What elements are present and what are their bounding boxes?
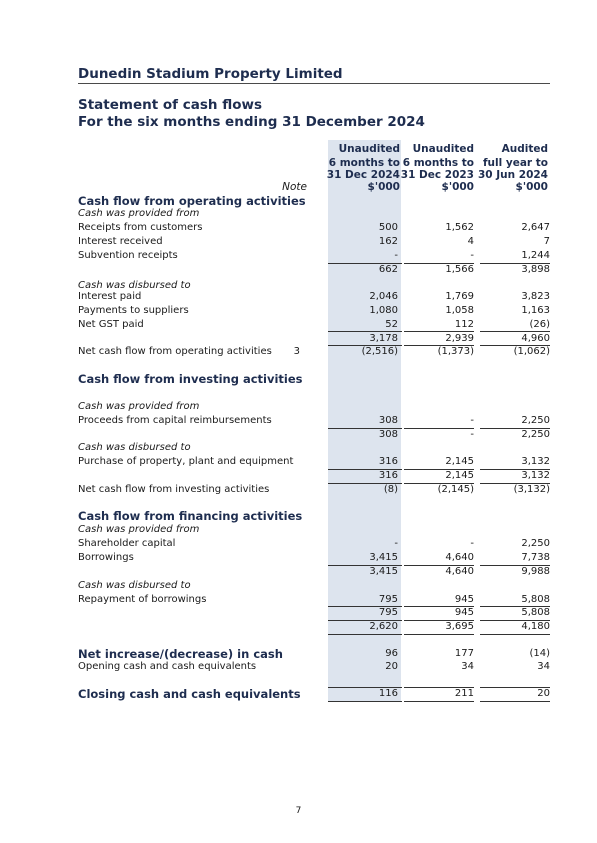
col3-line3: 30 Jun 2024 <box>477 169 548 181</box>
row-label: Net cash flow from investing activities <box>78 484 270 495</box>
row-label: Cash was disbursed to <box>78 280 191 291</box>
table-rule <box>480 606 550 607</box>
section-row <box>0 687 597 701</box>
company-name: Dunedin Stadium Property Limited <box>78 66 550 84</box>
table-rule <box>404 483 474 484</box>
table-rule <box>328 565 402 566</box>
cell-col2: 1,562 <box>445 222 474 233</box>
table-row <box>0 414 597 428</box>
cell-col1: - <box>394 538 398 549</box>
cell-col1: 500 <box>378 222 398 233</box>
table-rule <box>404 701 474 702</box>
row-label: Cash was provided from <box>78 524 200 535</box>
col3-line2: full year to <box>482 157 548 169</box>
cell-col2: (2,145) <box>437 484 474 495</box>
col3-unit: $'000 <box>515 181 548 193</box>
table-rule <box>328 263 402 264</box>
cell-col2: 945 <box>454 594 474 605</box>
cell-col1: (8) <box>383 484 398 495</box>
cell-col1: 116 <box>378 688 398 699</box>
cell-col2: 1,769 <box>445 291 474 302</box>
table-rule <box>480 565 550 566</box>
table-rule <box>480 428 550 429</box>
section-row <box>0 372 597 386</box>
section-row <box>0 509 597 523</box>
row-label: Borrowings <box>78 552 134 563</box>
cell-col1: 795 <box>378 607 398 618</box>
col3-line1: Audited <box>501 143 548 155</box>
section-row <box>0 194 597 208</box>
row-label: Net cash flow from operating activities <box>78 346 272 357</box>
table-row <box>0 455 597 469</box>
table-row <box>0 483 597 497</box>
table-rule <box>328 634 402 635</box>
table-rule <box>404 606 474 607</box>
cell-col1: 316 <box>378 456 398 467</box>
subtotal-row <box>0 620 597 634</box>
table-rule <box>404 469 474 470</box>
cell-col3: 5,808 <box>521 594 550 605</box>
table-row <box>0 207 597 221</box>
cell-col3: 7 <box>543 236 550 247</box>
cell-col3: 3,132 <box>521 470 550 481</box>
cell-col3: 20 <box>537 688 550 699</box>
row-label: Cash flow from investing activities <box>78 372 303 386</box>
cell-col3: 2,250 <box>521 538 550 549</box>
cell-col2: 211 <box>454 688 474 699</box>
col1-line2: 6 months to <box>328 157 400 169</box>
cell-col1: 795 <box>378 594 398 605</box>
table-rule <box>480 263 550 264</box>
table-row <box>0 249 597 263</box>
row-label: Closing cash and cash equivalents <box>78 687 301 701</box>
cell-col2: - <box>470 415 474 426</box>
cell-col3: 2,250 <box>521 429 550 440</box>
row-label: Cash was provided from <box>78 401 200 412</box>
table-rule <box>404 263 474 264</box>
cell-col3: 7,738 <box>521 552 550 563</box>
row-label: Cash was provided from <box>78 208 200 219</box>
cell-col3: 1,244 <box>521 250 550 261</box>
cell-col1: 162 <box>378 236 398 247</box>
table-row <box>0 235 597 249</box>
cell-col2: - <box>470 250 474 261</box>
row-label: Repayment of borrowings <box>78 594 207 605</box>
table-rule <box>404 620 474 621</box>
cell-col1: 2,620 <box>369 621 398 632</box>
table-row <box>0 400 597 414</box>
table-rule <box>404 331 474 332</box>
cell-col2: 945 <box>454 607 474 618</box>
col2-unit: $'000 <box>441 181 474 193</box>
row-label: Opening cash and cash equivalents <box>78 661 257 672</box>
row-label: Net increase/(decrease) in cash <box>78 647 283 661</box>
cell-col3: (26) <box>529 319 550 330</box>
statement-period: For the six months ending 31 December 2024 <box>78 114 425 130</box>
cell-col2: 2,939 <box>445 333 474 344</box>
subtotal-row <box>0 565 597 579</box>
cell-col1: 308 <box>378 415 398 426</box>
subtotal-row <box>0 606 597 620</box>
col2-line2: 6 months to <box>402 157 474 169</box>
cell-col1: 3,415 <box>369 566 398 577</box>
table-rule <box>328 331 402 332</box>
table-row <box>0 318 597 332</box>
subtotal-row <box>0 263 597 277</box>
table-rule <box>480 345 550 346</box>
table-rule <box>328 701 402 702</box>
cell-col3: (3,132) <box>513 484 550 495</box>
cell-col1: (2,516) <box>361 346 398 357</box>
cell-col1: 308 <box>378 429 398 440</box>
cell-col2: 1,566 <box>445 264 474 275</box>
cell-col1: 2,046 <box>369 291 398 302</box>
table-rule <box>328 345 402 346</box>
table-rule <box>328 606 402 607</box>
col2-line1: Unaudited <box>412 143 474 155</box>
cell-col1: 662 <box>378 264 398 275</box>
row-label: Shareholder capital <box>78 538 176 549</box>
subtotal-row <box>0 469 597 483</box>
cell-col2: 2,145 <box>445 456 474 467</box>
cell-col1: 3,178 <box>369 333 398 344</box>
cell-col1: 96 <box>385 648 398 659</box>
subtotal-row <box>0 428 597 442</box>
row-label: Proceeds from capital reimbursements <box>78 415 272 426</box>
row-label: Subvention receipts <box>78 250 178 261</box>
table-rule <box>328 687 402 688</box>
row-note: 3 <box>293 346 300 357</box>
row-label: Cash was disbursed to <box>78 580 191 591</box>
col1-line1: Unaudited <box>338 143 400 155</box>
statement-title: Statement of cash flows <box>78 97 262 113</box>
cell-col2: 112 <box>454 319 474 330</box>
cell-col1: 316 <box>378 470 398 481</box>
table-rule <box>404 687 474 688</box>
cell-col3: 1,163 <box>521 305 550 316</box>
cell-col3: (14) <box>529 648 550 659</box>
cell-col1: 52 <box>385 319 398 330</box>
cell-col3: 4,180 <box>521 621 550 632</box>
table-rule <box>480 620 550 621</box>
table-rule <box>480 483 550 484</box>
row-label: Payments to suppliers <box>78 305 189 316</box>
table-rule <box>328 620 402 621</box>
row-label: Receipts from customers <box>78 222 203 233</box>
cell-col2: 34 <box>461 661 474 672</box>
table-row <box>0 221 597 235</box>
cell-col1: 20 <box>385 661 398 672</box>
row-label: Interest received <box>78 236 163 247</box>
cell-col1: - <box>394 250 398 261</box>
cell-col2: 3,695 <box>445 621 474 632</box>
table-rule <box>404 428 474 429</box>
table-rule <box>404 565 474 566</box>
cell-col2: 2,145 <box>445 470 474 481</box>
table-rule <box>328 469 402 470</box>
cell-col3: 9,988 <box>521 566 550 577</box>
table-row <box>0 523 597 537</box>
cell-col3: 5,808 <box>521 607 550 618</box>
table-row <box>0 441 597 455</box>
cell-col2: - <box>470 429 474 440</box>
note-column-header: Note <box>282 181 307 193</box>
cell-col2: 4,640 <box>445 552 474 563</box>
table-rule <box>480 469 550 470</box>
table-row <box>0 537 597 551</box>
table-rule <box>328 483 402 484</box>
col2-line3: 31 Dec 2023 <box>400 169 474 181</box>
section-row <box>0 647 597 661</box>
table-row <box>0 579 597 593</box>
cell-col2: 177 <box>454 648 474 659</box>
table-row <box>0 290 597 304</box>
row-label: Net GST paid <box>78 319 144 330</box>
table-rule <box>480 634 550 635</box>
cell-col3: 2,250 <box>521 415 550 426</box>
cell-col3: (1,062) <box>513 346 550 357</box>
table-row <box>0 660 597 674</box>
cell-col1: 1,080 <box>369 305 398 316</box>
cell-col3: 34 <box>537 661 550 672</box>
subtotal-row <box>0 332 597 346</box>
table-rule <box>404 345 474 346</box>
table-row <box>0 345 597 359</box>
cell-col2: (1,373) <box>437 346 474 357</box>
row-label: Cash flow from operating activities <box>78 194 306 208</box>
cell-col2: - <box>470 538 474 549</box>
page-number: 7 <box>295 806 302 816</box>
row-label: Purchase of property, plant and equipment <box>78 456 294 467</box>
table-row <box>0 593 597 607</box>
table-rule <box>480 687 550 688</box>
table-rule <box>404 634 474 635</box>
table-rule <box>328 428 402 429</box>
row-label: Cash was disbursed to <box>78 442 191 453</box>
table-row <box>0 551 597 565</box>
cell-col3: 4,960 <box>521 333 550 344</box>
cell-col3: 2,647 <box>521 222 550 233</box>
cell-col2: 1,058 <box>445 305 474 316</box>
col1-unit: $'000 <box>367 181 400 193</box>
table-rule <box>480 701 550 702</box>
cell-col1: 3,415 <box>369 552 398 563</box>
col1-line3: 31 Dec 2024 <box>326 169 400 181</box>
cell-col3: 3,132 <box>521 456 550 467</box>
cell-col3: 3,823 <box>521 291 550 302</box>
cell-col2: 4 <box>467 236 474 247</box>
cell-col3: 3,898 <box>521 264 550 275</box>
cell-col2: 4,640 <box>445 566 474 577</box>
table-rule <box>480 331 550 332</box>
table-row <box>0 304 597 318</box>
row-label: Interest paid <box>78 291 142 302</box>
row-label: Cash flow from financing activities <box>78 509 303 523</box>
